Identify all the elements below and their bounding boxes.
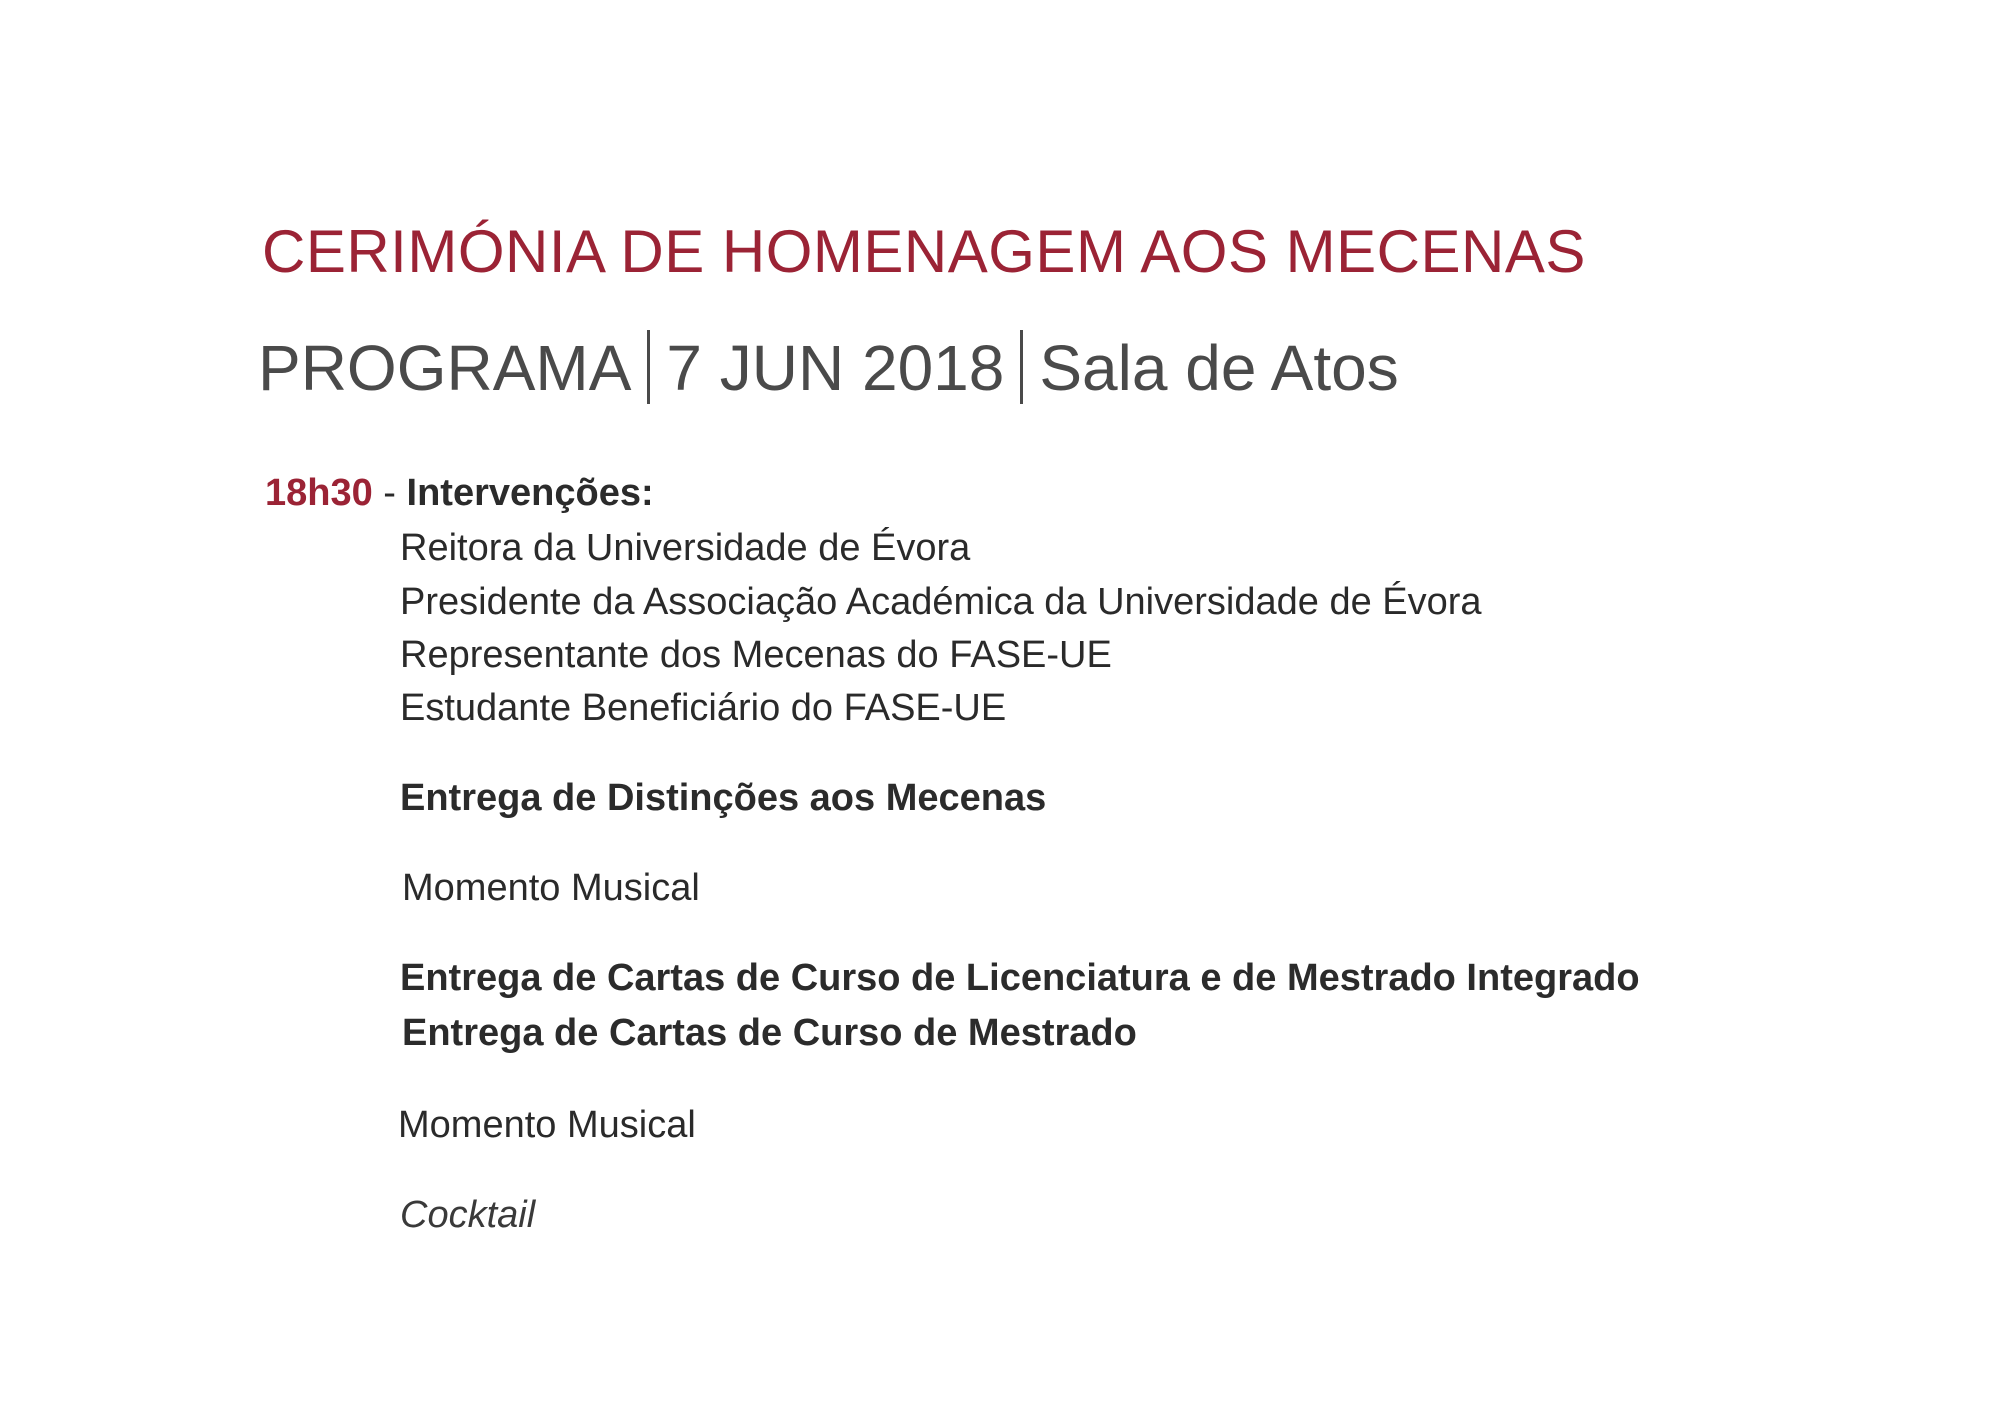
- program-interventions-row: [265, 474, 654, 512]
- program-music: Momento Musical: [402, 867, 700, 909]
- event-subtitle: [258, 330, 1399, 404]
- speaker-item: Representante dos Mecenas do FASE-UE: [400, 634, 1112, 676]
- program-time: 18h30: [265, 472, 373, 514]
- program-interventions-heading: Intervenções:: [406, 472, 654, 514]
- program-cartas-mestrado: Entrega de Cartas de Curso de Mestrado: [402, 1012, 1137, 1054]
- event-title: CERIMÓNIA DE HOMENAGEM AOS MECENAS: [262, 218, 1586, 285]
- program-cocktail: Cocktail: [400, 1194, 536, 1236]
- subtitle-separator: [647, 330, 650, 404]
- speaker-item: Reitora da Universidade de Évora: [400, 527, 971, 569]
- program-dash: -: [372, 472, 407, 514]
- subtitle-venue: Sala de Atos: [1039, 332, 1399, 404]
- speaker-item: Presidente da Associação Académica da Universidade de Évora: [400, 581, 1482, 623]
- subtitle-separator: [1020, 330, 1023, 404]
- program-music: Momento Musical: [398, 1104, 696, 1146]
- program-distinctions: Entrega de Distinções aos Mecenas: [400, 777, 1047, 819]
- program-cartas-licenciatura: Entrega de Cartas de Curso de Licenciatura e de Mestrado Integrado: [400, 957, 1640, 999]
- subtitle-program: PROGRAMA: [258, 332, 632, 404]
- speaker-item: Estudante Beneficiário do FASE-UE: [400, 687, 1007, 729]
- subtitle-date: 7 JUN 2018: [666, 332, 1005, 404]
